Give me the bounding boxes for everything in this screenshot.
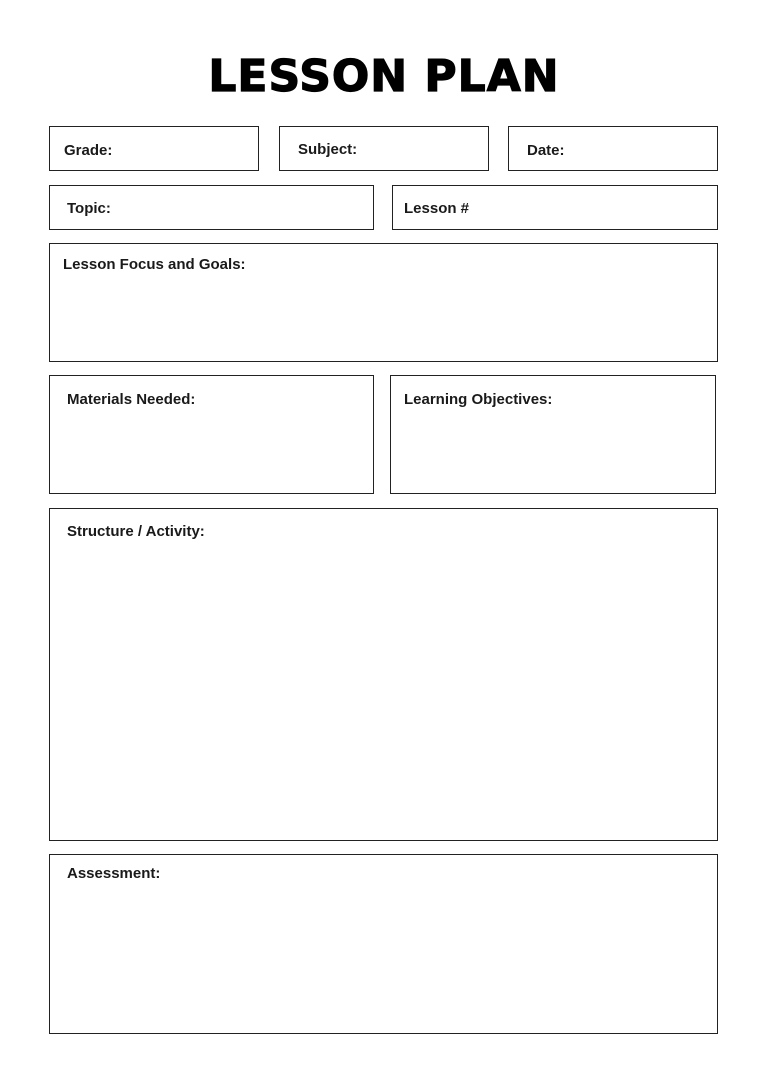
structure-activity-label: Structure / Activity: xyxy=(67,523,205,540)
lesson-number-field[interactable] xyxy=(392,185,718,230)
assessment-field[interactable] xyxy=(49,854,718,1034)
lesson-number-label: Lesson # xyxy=(404,200,470,217)
page-title: LESSON PLAN xyxy=(208,51,560,102)
grade-label: Grade: xyxy=(64,142,113,159)
focus-goals-label: Lesson Focus and Goals: xyxy=(63,256,246,273)
topic-field[interactable] xyxy=(49,185,374,230)
materials-field[interactable] xyxy=(49,375,374,494)
focus-goals-field[interactable] xyxy=(49,243,718,362)
subject-label: Subject: xyxy=(298,141,358,158)
date-field[interactable] xyxy=(508,126,718,171)
structure-activity-field[interactable] xyxy=(49,508,718,841)
topic-label: Topic: xyxy=(67,200,111,217)
objectives-label: Learning Objectives: xyxy=(404,391,553,408)
date-label: Date: xyxy=(527,142,565,159)
objectives-field[interactable] xyxy=(390,375,716,494)
assessment-label: Assessment: xyxy=(67,865,161,882)
grade-field[interactable] xyxy=(49,126,259,171)
subject-field[interactable] xyxy=(279,126,489,171)
materials-label: Materials Needed: xyxy=(67,391,196,408)
